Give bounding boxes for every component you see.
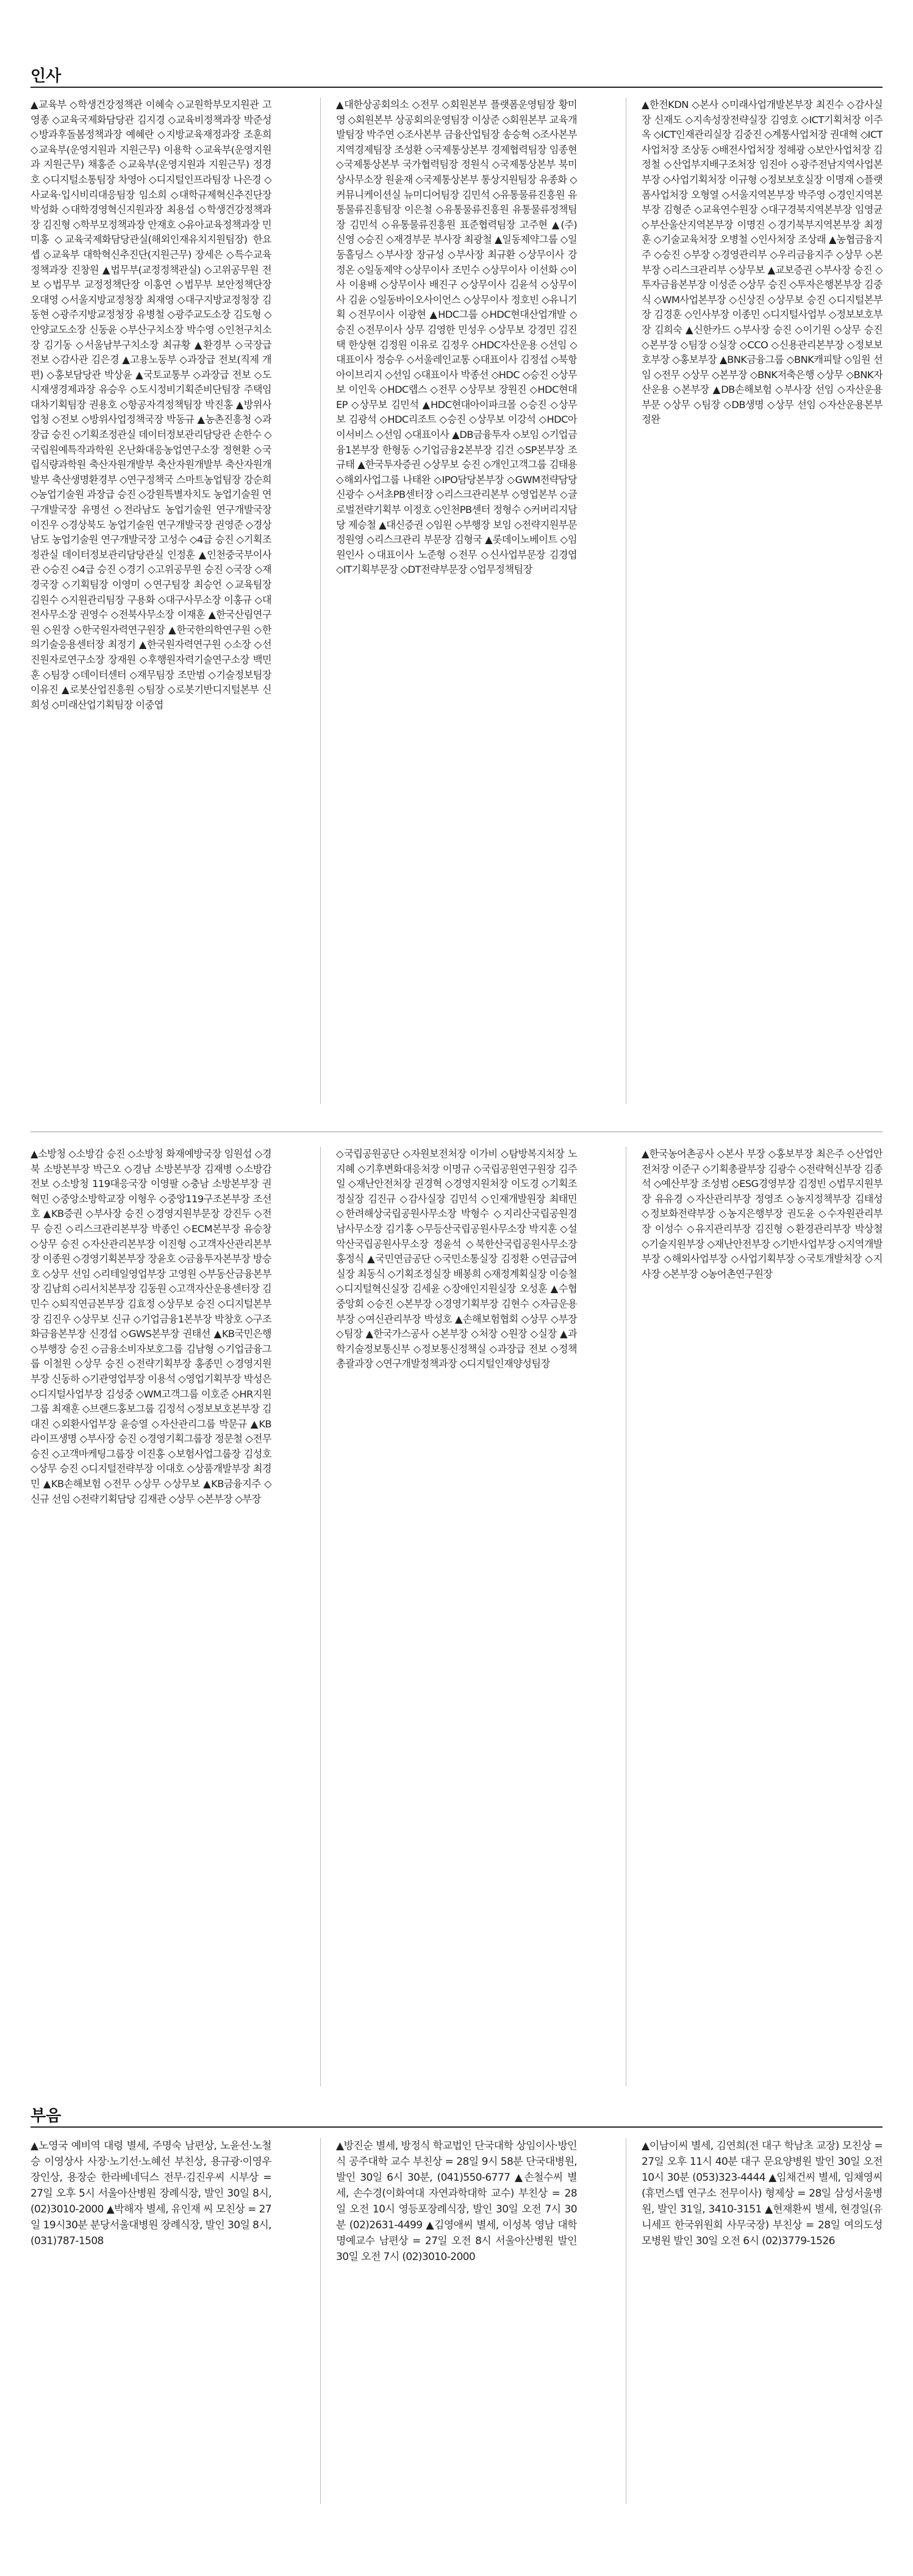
personnel-lower-col2 bbox=[336, 1147, 577, 2086]
obituary-text: ▲이남이씨 별세, 김연희(전 대구 학남초 교장) 모친상 = 27일 오후 11시 40분 대구 문요양병원 발인 30일 오전 10시 30분 (053)323-4444 ▲임채건씨 별세, 임채영씨(휴먼스텝 연구소 전무이사) 형제상 = 28일 삼성서울병원, 발인 31일, 3410-3151 ▲현재환씨 별세, 현경일(유니세프 한국위원회 사무국장) 부친상 = 28일 여의도성모병원 발인 30일 오전 6시 (02)3779-1526 bbox=[642, 2140, 883, 2247]
section-title-obituary: 부음 bbox=[30, 2107, 62, 2125]
column-divider bbox=[320, 2138, 321, 2504]
personnel-lower-col3 bbox=[642, 1147, 883, 2086]
personnel-upper-col2 bbox=[336, 98, 577, 1104]
obituary-text: ▲노영국 예비역 대령 별세, 주명숙 남편상, 노윤선·노철승 이영상사 사장·노기선·노혜선 부친상, 용규광·이영우 장인상, 용장순 한라베네딕스 전무·김진우씨 시부상 = 27일 오후 5시 서울아산병원 장례식장, 발인 30일 8시, (02)3010-2000 ▲박해자 별세, 유인재 씨 모친상 = 27일 19시30분 분당서울대병원 장례식장, 발인 30일 8시, (031)787-1508 bbox=[30, 2140, 271, 2247]
obituary-text: ▲방진순 별세, 방정식 학교법인 단국대학 상임이사·방인식 공주대학 교수 부친상 = 28일 9시 58분 단국대병원, 발인 30일 6시 30분, (041)550-6777 ▲손철수씨 별세, 손수경(이화여대 자연과학대학 교수) 부친상 = 28일 오전 10시 영등포장례식장, 발인 30일 오전 7시 30분 (02)2631-4499 ▲김영애씨 별세, 이성복 영남 대학 명예교수 남편상 = 27일 오전 8시 서울아산병원 발인 30일 오전 7시 (02)3010-2000 bbox=[336, 2140, 577, 2263]
personnel-text: ▲소방청 ◇소방감 승진 ◇소방청 화재예방국장 임원섭 ◇경북 소방본부장 박근오 ◇경남 소방본부장 김재병 ◇소방감 전보 ◇소방청 119대응국장 이영팔 ◇충남 소방본부장 권혁민 ◇중앙소방학교장 이형우 ◇중앙119구조본부장 조선호 ▲KB증권 ◇부사장 승진 ◇경영지원부문장 강진두 ◇전무 승진 ◇리스크관리본부장 박종인 ◇ECM본부장 유승창 ◇상무 승진 ◇자산관리본부장 이진형 ◇고객자산관리본부장 이종원 ◇경영기획본부장 장윤호 ◇금융투자본부장 방승호 ◇상무 선임 ◇리테일영업부장 고영원 ◇부동산금융본부장 김남희 ◇리서치본부장 김동원 ◇고객자산운용센터장 김민수 ◇퇴직연금본부장 김효정 ◇상무보 승진 ◇디지털본부장 김진우 ◇상무보 신규 ◇기업금융1본부장 박창호 ◇구조화금융본부장 신경섭 ◇GWS본부장 권태선 ▲KB국민은행 ◇부행장 승진 ◇금융소비자보호그룹 김남형 ◇기업금융그룹 이철원 ◇상무 승진 ◇전략기획부장 홍종민 ◇경영지원부장 신동하 ◇기관영업부장 이용석 ◇영업기획부장 박성은 ◇디지털사업부장 김성중 ◇WM고객그룹 이호준 ◇HR지원그룹 최재훈 ◇브랜드홍보그룹 김정석 ◇정보보호본부장 김대진 ◇외환사업부장 윤승열 ◇자산관리그룹 박문규 ▲KB라이프생명 ◇부사장 승진 ◇경영기획그룹장 정문철 ◇전무 승진 ◇고객마케팅그룹장 이진홍 ◇보험사업그룹장 김성호 ◇상무 승진 ◇디지털전략부장 이대호 ◇상품개발부장 최경민 ▲KB손해보험 ◇전무 ◇상무 ◇상무보 ▲KB금융지주 ◇신규 선임 ◇전략기획담당 김재관 ◇상무 ◇본부장 ◇부장 bbox=[30, 1148, 271, 1505]
obituary-rule bbox=[30, 2126, 883, 2128]
obituary-col3 bbox=[642, 2138, 883, 2504]
column-divider bbox=[320, 1147, 321, 2086]
personnel-text: ▲교육부 ◇학생건강정책관 이혜숙 ◇교원학부모지원관 고영종 ◇교육국제화담당관 김지경 ◇교육비정책과장 박준성 ◇방과후돌봄정책과장 예혜란 ◇지방교육재정과장 조훈희 ◇교육부(운영지원과 지원근무) 이용학 ◇교육부(운영지원과 지원근무) 채홍준 ◇교육부(운영지원과 지원근무) 정경호 ◇디지털소통팀장 차영아 ◇디지털인프라팀장 나은경 ◇사교육·입시비리대응팀장 임소희 ◇대학규제혁신추진단장 박성화 ◇대학경영혁신지원과장 최용섭 ◇학생건강정책과장 김진형 ◇학부모정책과장 안재호 ◇유아교육정책과장 민미홍 ◇교육국제화담당관실(해외인재유치지원팀장) 한요셉 ◇교육부 대학혁신추진단(지원근무) 장세은 ◇특수교육정책과장 진창원 ▲법무부(교정정책관실) ◇고위공무원 전보 ◇법무부 교정정책단장 이홍연 ◇법무부 보안정책단장 오대영 ◇서울지방교정청장 최재영 ◇대구지방교정청장 김동현 ◇광주지방교정청장 유병철 ◇광주교도소장 김도형 ◇안양교도소장 신동윤 ◇부산구치소장 박수영 ◇인천구치소장 김기동 ◇서울남부구치소장 최규황 ▲환경부 ◇국장급 전보 ◇감사관 김은경 ▲고용노동부 ◇과장급 전보(직제 개편) ◇홍보담당관 박상윤 ▲국토교통부 ◇과장급 전보 ◇도시재생경제과장 유승우 ◇도시정비기획준비단팀장 주택임대차기획팀장 권용호 ◇항공자격정책팀장 박진홍 ▲방위사업청 ◇전보 ◇방위사업정책국장 박동규 ▲농촌진흥청 ◇과장급 승진 ◇기획조정관실 데이터정보관리담당관 손한수 ◇국립원예특작과학원 온난화대응농업연구소장 정현환 ◇국립식량과학원 축산자원개발부 축산자원개발부 축산자원개발부 축산생명환경부 ◇연구정책국 스마트농업팀장 강순희 ◇농업기술원 과장급 승진 ◇강원특별자치도 농업기술원 연구개발국장 유명선 ◇전라남도 농업기술원 연구개발국장 이진우 ◇경상북도 농업기술원 연구개발국장 권영준 ◇경상남도 농업기술원 연구개발국장 고성수 ◇4급 승진 ◇기획조정관실 데이터정보관리담당관실 인정훈 ▲인천중국부이사관 ◇승진 ◇4급 승진 ◇경기 ◇고위공무원 승진 ◇국장 ◇재경국장 ◇기획팀장 이영미 ◇연구팀장 최승언 ◇교육팀장 김원수 ◇지원관리팀장 구용화 ◇대구사무소장 이홍규 ◇대전사무소장 권영수 ◇전북사무소장 이재훈 ▲한국산림연구원 ◇원장 ◇한국원자력연구원장 ▲한국한의학연구원 ◇한의기술응용센터장 최정기 ▲한국원자력연구원 ◇소장 ◇선진원자로연구소장 장재원 ◇후행원자력기술연구소장 백민훈 ◇팀장 ◇데이터센터 ◇재무팀장 조만범 ◇기술정보팀장 이유진 ▲로봇산업진흥원 ◇팀장 ◇로봇기반디지털본부 신희성 ◇미래산업기획팀장 이중엽 bbox=[30, 99, 271, 711]
section-title-personnel: 인사 bbox=[30, 67, 62, 85]
obituary-col2 bbox=[336, 2138, 577, 2504]
personnel-lower-col1 bbox=[30, 1147, 271, 2086]
personnel-text: ▲대한상공회의소 ◇전무 ◇회원본부 플랫폼운영팀장 황미영 ◇회원본부 상공회의운영팀장 이상준 ◇회원본부 교육개발팀장 박주연 ◇조사본부 금융산업팀장 송승혁 ◇조사본부 지역경제팀장 조성환 ◇국제통상본부 경제협력팀장 임종현 ◇국제통상본부 국가협력팀장 정원식 ◇국제통상본부 북미상사무소장 원윤재 ◇국제통상본부 통상지원팀장 유종화 ◇커뮤니케이션실 뉴미디어팀장 김민석 ◇유통물류진흥원 유통물류진흥팀장 이은철 ◇유통물류진흥원 유통물류정책팀장 김민석 ◇유통물류진흥원 표준협력팀장 고주현 ▲(주) 신영 ◇승진 ◇재경부문 부사장 최광철 ▲일동제약그룹 ◇일동홀딩스 ◇부사장 장규성 ◇부사장 최규환 ◇상무이사 강정온 ◇일동제약 ◇상무이사 조민수 ◇상무이사 이선화 ◇이사 이용배 ◇상무이사 배진구 ◇상무이사 김윤석 ◇상무이사 김윤 ◇일동바이오사이언스 ◇상무이사 정호빈 ◇유니기획 ◇전무이사 이광현 ▲HDC그룹 ◇HDC현대산업개발 ◇승진 ◇전무이사 상무 김영한 민성우 ◇상무보 강경민 김진택 한상현 김정원 이유로 김정우 ◇HDC자산운용 ◇선임 ◇대표이사 정승우 ◇서울레인교통 ◇대표이사 김정섭 ◇북항아이브리지 ◇선임 ◇대표이사 박종선 ◇HDC ◇승진 ◇상무보 이인욱 ◇HDC랩스 ◇전무 ◇상무보 장원진 ◇HDC현대EP ◇상무보 김민석 ▲HDC현대아이파크몰 ◇승진 ◇상무보 김광석 ◇HDC리조트 ◇승진 ◇상무보 이강석 ◇HDC아이서비스 ◇선임 ◇대표이사 ▲DB금융투자 ◇보임 ◇기업금융1본부장 한형동 ◇기업금융2본부장 김건 ◇SP본부장 조규태 ▲한국투자증권 ◇상무보 승진 ◇개인고객그룹 김태용 ◇해외사업그룹 나태완 ◇IPO담당본부장 ◇GWM전략담당 신광수 ◇서초PB센터장 ◇리스크관리본부 ◇영업본부 ◇글로벌전략기획부 이정호 ◇인천PB센터 정형수 ◇커버리지담당 제승철 ▲대신증권 ◇임원 ◇부행장 보임 ◇전략지원부문 정원영 ◇리스크관리 부문장 김형국 ▲롯데이노베이트 ◇임원인사 ◇대표이사 노준형 ◇전무 ◇신사업부문장 김경엽 ◇IT기획부문장 ◇DT전략부문장 ◇업무정책팀장 bbox=[336, 99, 577, 576]
obituary-col1 bbox=[30, 2138, 271, 2504]
personnel-text: ▲한국농어촌공사 ◇본사 부장 ◇홍보부장 최은주 ◇산업안전처장 이준구 ◇기획총괄부장 김광수 ◇전략혁신부장 김종석 ◇예산부장 조성범 ◇ESG경영부장 김정빈 ◇법무지원부장 유유경 ◇자산관리부장 정영조 ◇농지정책부장 김태성 ◇정보화전략부장 ◇농지은행부장 권도윤 ◇수자원관리부장 이성수 ◇유지관리부장 김진형 ◇환경관리부장 박상철 ◇기술지원부장 ◇재난안전부장 ◇기반사업부장 ◇지역개발부장 ◇해외사업부장 ◇사업기획부장 ◇국토개발처장 ◇지사장 ◇본부장 ◇농어촌연구원장 bbox=[642, 1148, 883, 1280]
personnel-text: ▲한전KDN ◇본사 ◇미래사업개발본부장 최진수 ◇감사실장 신재도 ◇지속성장전략실장 김영호 ◇ICT기획처장 이주옥 ◇ICT인재관리실장 김중진 ◇계통사업처장 권대혁 ◇ICT사업처장 조상동 ◇배전사업처장 정해광 ◇보안사업처장 김정철 ◇산업부지배구조처장 임진아 ◇광주전남지역사업본부장 ◇사업기획처장 이규형 ◇정보보호실장 이명재 ◇플랫폼사업처장 오형열 ◇서울지역본부장 박주영 ◇경인지역본부장 김형준 ◇교육연수원장 ◇대구경북지역본부장 임영균 ◇부산울산지역본부장 이명진 ◇경기북부지역본부장 최정훈 ◇기술교육처장 오병철 ◇인사처장 조상래 ▲농협금융지주 ◇승진 ◇부장 ◇경영관리부 ◇우리금융지주 ◇상무 ◇본부장 ◇리스크관리부 ◇상무보 ▲교보증권 ◇부사장 승진 ◇투자금융본부장 이성준 ◇상무 승진 ◇투자은행본부장 김중식 ◇WM사업본부장 ◇신상진 ◇상무보 승진 ◇디지털본부장 김경훈 ◇인사부장 이종민 ◇디지털사업부 ◇정보보호부장 김희숙 ▲신한카드 ◇부사장 승진 ◇이기원 ◇상무 승진 ◇본부장 ◇팀장 ◇실장 ◇CCO ◇신용관리본부장 ◇정보보호부장 ◇홍보부장 ▲BNK금융그룹 ◇BNK캐피탈 ◇임원 선임 ◇전무 ◇상무 ◇본부장 ◇BNK저축은행 ◇상무 ◇BNK자산운용 ◇본부장 ▲DB손해보험 ◇부사장 선임 ◇자산운용부문 ◇상무 ◇팀장 ◇DB생명 ◇상무 선임 ◇자산운용본부 정완 bbox=[642, 99, 883, 426]
personnel-text: ◇국립공원공단 ◇자원보전처장 이가비 ◇탐방복지처장 노지혜 ◇기후변화대응처장 이명규 ◇국립공원연구원장 김주일 ◇재난안전처장 권경혁 ◇경영지원처장 이도경 ◇기획조정실장 김진규 ◇감사실장 김민석 ◇인재개발원장 최태민 ◇한려해상국립공원사무소장 박형수 ◇지리산국립공원경남사무소장 김기홍 ◇무등산국립공원사무소장 박지훈 ◇설악산국립공원사무소장 정윤석 ◇북한산국립공원사무소장 홍정식 ▲국민연금공단 ◇국민소통실장 김정환 ◇연금급여실장 최동식 ◇기획조정실장 배봉희 ◇재정계획실장 이승철 ◇디지털혁신실장 김세윤 ◇장애인지원실장 오성훈 ▲수협중앙회 ◇승진 ◇본부장 ◇경영기획부장 김현수 ◇자금운용부장 ◇여신관리부장 박성호 ▲손해보험협회 ◇상무 ◇부장 ◇팀장 ▲한국가스공사 ◇본부장 ◇처장 ◇원장 ◇실장 ▲과학기술정보통신부 ◇정보통신정책실 ◇과장급 전보 ◇정책총괄과장 ◇연구개발정책과장 ◇디지털인재양성팀장 bbox=[336, 1148, 577, 1370]
personnel-upper-col3 bbox=[642, 98, 883, 1104]
top-rule bbox=[30, 87, 883, 88]
column-divider bbox=[320, 98, 321, 1104]
personnel-upper-col1 bbox=[30, 98, 271, 1104]
